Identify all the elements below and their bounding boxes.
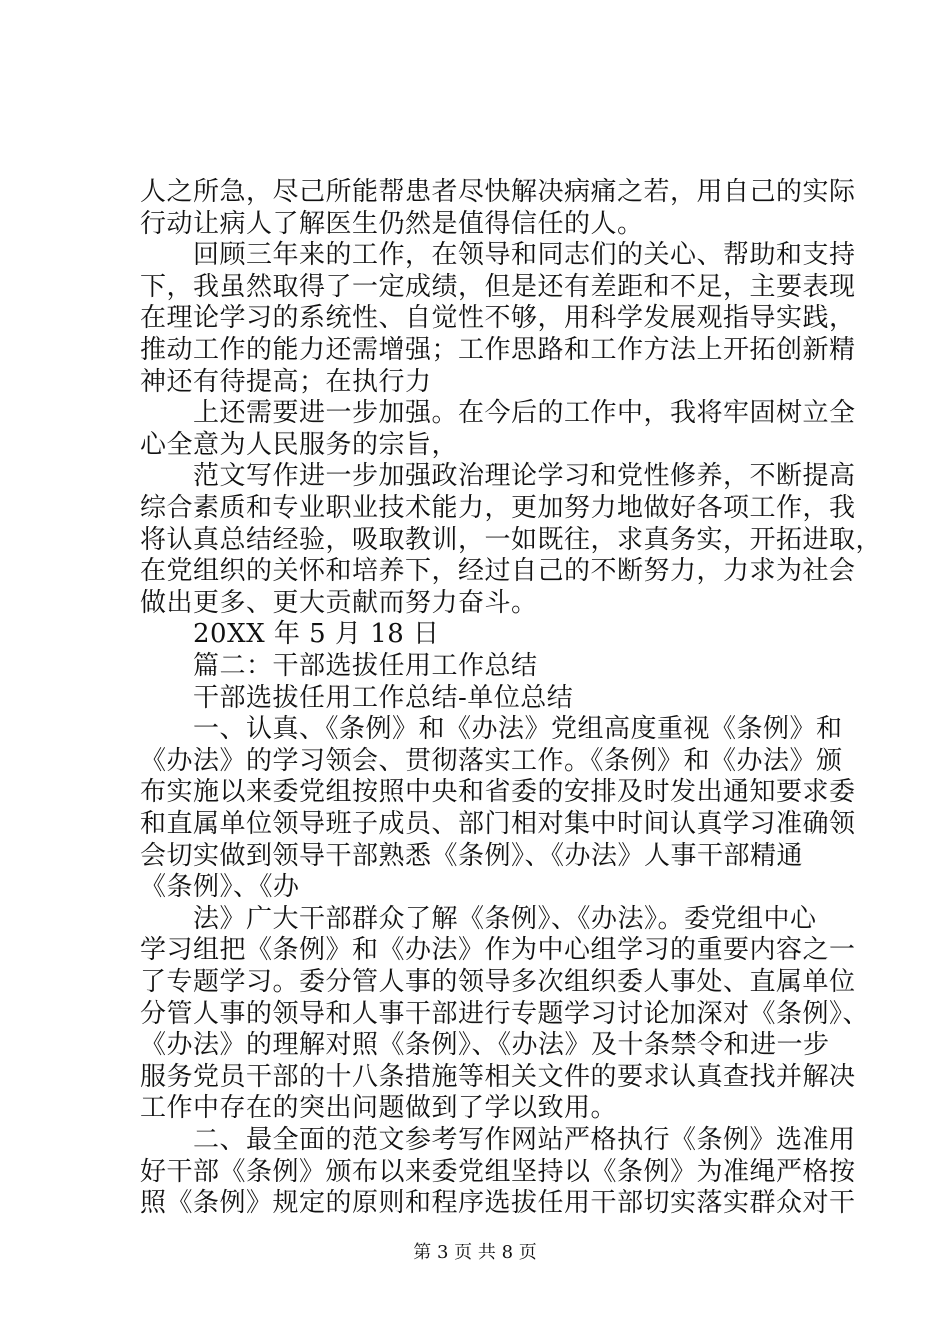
text-line: 《条例》、《办 (140, 872, 300, 902)
text-line: 《办法》的学习领会、贯彻落实工作。《条例》和《办法》颁 (140, 746, 843, 776)
page-footer: 第 3 页 共 8 页 (413, 1242, 537, 1263)
text-line: 干部选拔任用工作总结-单位总结 (140, 683, 574, 713)
text-line: 行动让病人了解医生仍然是值得信任的人。 (140, 209, 644, 239)
text-line: 分管人事的领导和人事干部进行专题学习讨论加深对《条例》、 (140, 999, 870, 1029)
text-line: 推动工作的能力还需增强；工作思路和工作方法上开拓创新精 (140, 335, 856, 365)
text-line: 综合素质和专业职业技术能力，更加努力地做好各项工作，我 (140, 493, 856, 523)
text-line: 下，我虽然取得了一定成绩，但是还有差距和不足，主要表现 (140, 272, 856, 302)
text-line: 篇二：干部选拔任用工作总结 (140, 651, 538, 681)
text-line: 法》广大干部群众了解《条例》、《办法》。委党组中心 (140, 904, 817, 934)
text-line: 布实施以来委党组按照中央和省委的安排及时发出通知要求委 (140, 777, 856, 807)
text-line: 照《条例》规定的原则和程序选拔任用干部切实落实群众对干 (140, 1188, 856, 1218)
text-line: 学习组把《条例》和《办法》作为中心组学习的重要内容之一 (140, 935, 856, 965)
text-line: 二、最全面的范文参考写作网站严格执行《条例》选准用 (140, 1125, 856, 1155)
text-line: 工作中存在的突出问题做到了学以致用。 (140, 1093, 618, 1123)
text-line: 将认真总结经验，吸取教训，一如既往，求真务实，开拓进取， (140, 525, 883, 555)
text-line: 会切实做到领导干部熟悉《条例》、《办法》人事干部精通 (140, 841, 804, 871)
text-line: 《办法》的理解对照《条例》、《办法》及十条禁令和进一步 (140, 1030, 830, 1060)
text-line: 做出更多、更大贡献而努力奋斗。 (140, 588, 538, 618)
text-line: 神还有待提高；在执行力 (140, 367, 432, 397)
text-line: 回顾三年来的工作，在领导和同志们的关心、帮助和支持 (140, 240, 856, 270)
text-line: 了专题学习。委分管人事的领导多次组织委人事处、直属单位 (140, 967, 856, 997)
text-line: 心全意为人民服务的宗旨， (140, 430, 459, 460)
text-line: 20XX 年 5 月 18 日 (140, 619, 440, 649)
text-line: 上还需要进一步加强。在今后的工作中，我将牢固树立全 (140, 398, 856, 428)
text-line: 在党组织的关怀和培养下，经过自己的不断努力，力求为社会 (140, 556, 856, 586)
text-line: 好干部《条例》颁布以来委党组坚持以《条例》为准绳严格按 (140, 1157, 856, 1187)
text-line: 人之所急，尽己所能帮患者尽快解决病痛之若，用自己的实际 (140, 177, 856, 207)
text-line: 和直属单位领导班子成员、部门相对集中时间认真学习准确领 (140, 809, 856, 839)
text-line: 服务党员干部的十八条措施等相关文件的要求认真查找并解决 (140, 1062, 856, 1092)
text-line: 范文写作进一步加强政治理论学习和党性修养，不断提高 (140, 461, 856, 491)
text-line: 一、认真、《条例》和《办法》党组高度重视《条例》和 (140, 714, 843, 744)
text-line: 在理论学习的系统性、自觉性不够，用科学发展观指导实践， (140, 303, 856, 333)
